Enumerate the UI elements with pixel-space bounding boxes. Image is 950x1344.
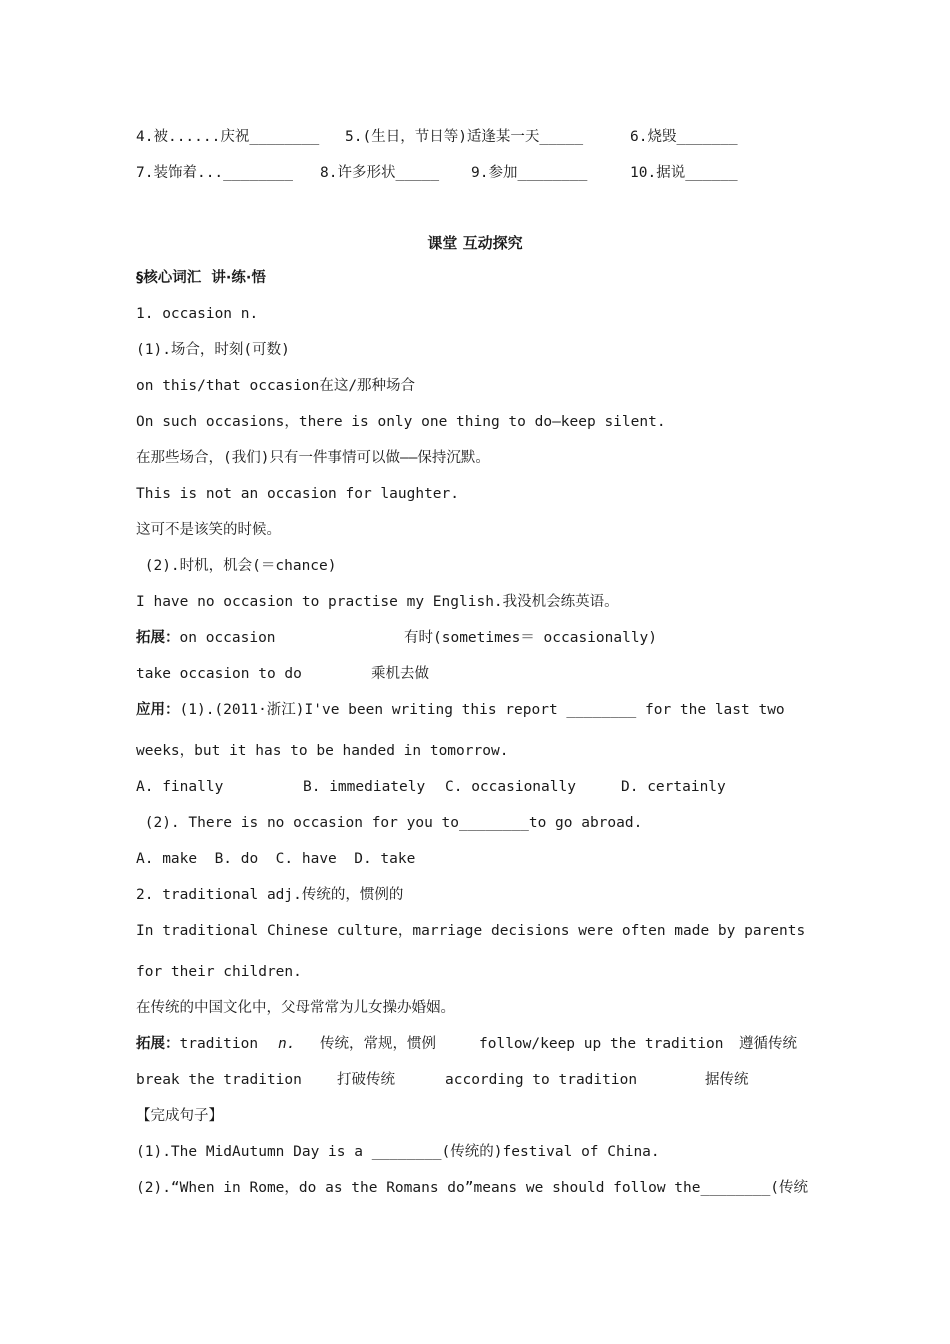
extension-word: tradition [179, 1036, 259, 1052]
vocab-item: 5.(生日，节日等)适逢某一天_____ [345, 129, 584, 145]
sense-heading: (1).场合，时刻(可数) [136, 342, 290, 358]
vocab-item: 9.参加________ [471, 165, 588, 181]
question-text: (2). There is no occasion for you to________to go abroad. [136, 815, 643, 831]
answer-option: B. immediately [303, 779, 426, 795]
complete-sentences-heading: 【完成句子】 [136, 1108, 223, 1124]
answer-option: C. occasionally [445, 779, 576, 795]
example-zh: 在那些场合，(我们)只有一件事情可以做——保持沉默。 [136, 450, 490, 466]
question-text: weeks，but it has to be handed in tomorrow. [136, 743, 509, 759]
extension-meaning: 打破传统 [337, 1072, 395, 1088]
vocab-item: 8.许多形状_____ [320, 165, 440, 181]
extension-label: 拓展： [136, 630, 180, 646]
extension-label: 拓展： [136, 1036, 180, 1052]
application-label: 应用： [136, 702, 180, 718]
example-en: for their children. [136, 964, 302, 980]
question-text: (1).(2011·浙江)I've been writing this report ________ for the last two [179, 702, 785, 718]
application-line [136, 700, 785, 720]
extension-meaning: 据传统 [705, 1072, 749, 1088]
extension-meaning: 有时(sometimes＝ occasionally) [404, 630, 658, 646]
extension-line [136, 628, 276, 648]
example-line: I have no occasion to practise my English.我没机会练英语。 [136, 594, 619, 610]
extension-meaning: 传统，常规，惯例 [320, 1036, 436, 1052]
part-of-speech: n. [278, 1036, 296, 1052]
example-en: On such occasions，there is only one thing to do—keep silent. [136, 414, 666, 430]
section-title: 课堂 互动探究 [427, 234, 523, 252]
extension-phrase: take occasion to do [136, 666, 302, 682]
sense-heading: (2).时机，机会(＝chance) [136, 558, 337, 574]
extension-meaning: 遵循传统 [739, 1036, 797, 1052]
extension-phrase: according to tradition [445, 1072, 638, 1088]
vocab-item: 6.烧毁_______ [630, 129, 738, 145]
word-heading: 1. occasion n. [136, 306, 259, 322]
extension-line [136, 1034, 258, 1054]
extension-phrase: follow/keep up the tradition [479, 1036, 724, 1052]
example-zh: 在传统的中国文化中，父母常常为儿女操办婚姻。 [136, 1000, 455, 1016]
vocab-item: 7.装饰着...________ [136, 165, 293, 181]
exercise-sentence: (2).“When in Rome，do as the Romans do”means we should follow the________(传统 [136, 1180, 809, 1196]
extension-phrase: on occasion [179, 630, 276, 646]
phrase-line: on this/that occasion在这/那种场合 [136, 378, 416, 394]
example-zh: 这可不是该笑的时候。 [136, 522, 281, 538]
answer-options: A. make B. do C. have D. take [136, 851, 416, 867]
answer-option: A. finally [136, 779, 224, 795]
vocab-item: 4.被......庆祝________ [136, 129, 320, 145]
core-vocab-heading: §核心词汇 讲·练·悟 [136, 270, 266, 286]
exercise-sentence: (1).The MidAutumn Day is a ________(传统的)festival of China. [136, 1144, 660, 1160]
extension-phrase: break the tradition [136, 1072, 302, 1088]
extension-meaning: 乘机去做 [371, 666, 429, 682]
vocab-item: 10.据说______ [630, 165, 738, 181]
example-en: In traditional Chinese culture，marriage decisions were often made by parents [136, 923, 806, 939]
example-en: This is not an occasion for laughter. [136, 486, 460, 502]
answer-option: D. certainly [621, 779, 726, 795]
word-heading: 2. traditional adj.传统的，惯例的 [136, 887, 404, 903]
